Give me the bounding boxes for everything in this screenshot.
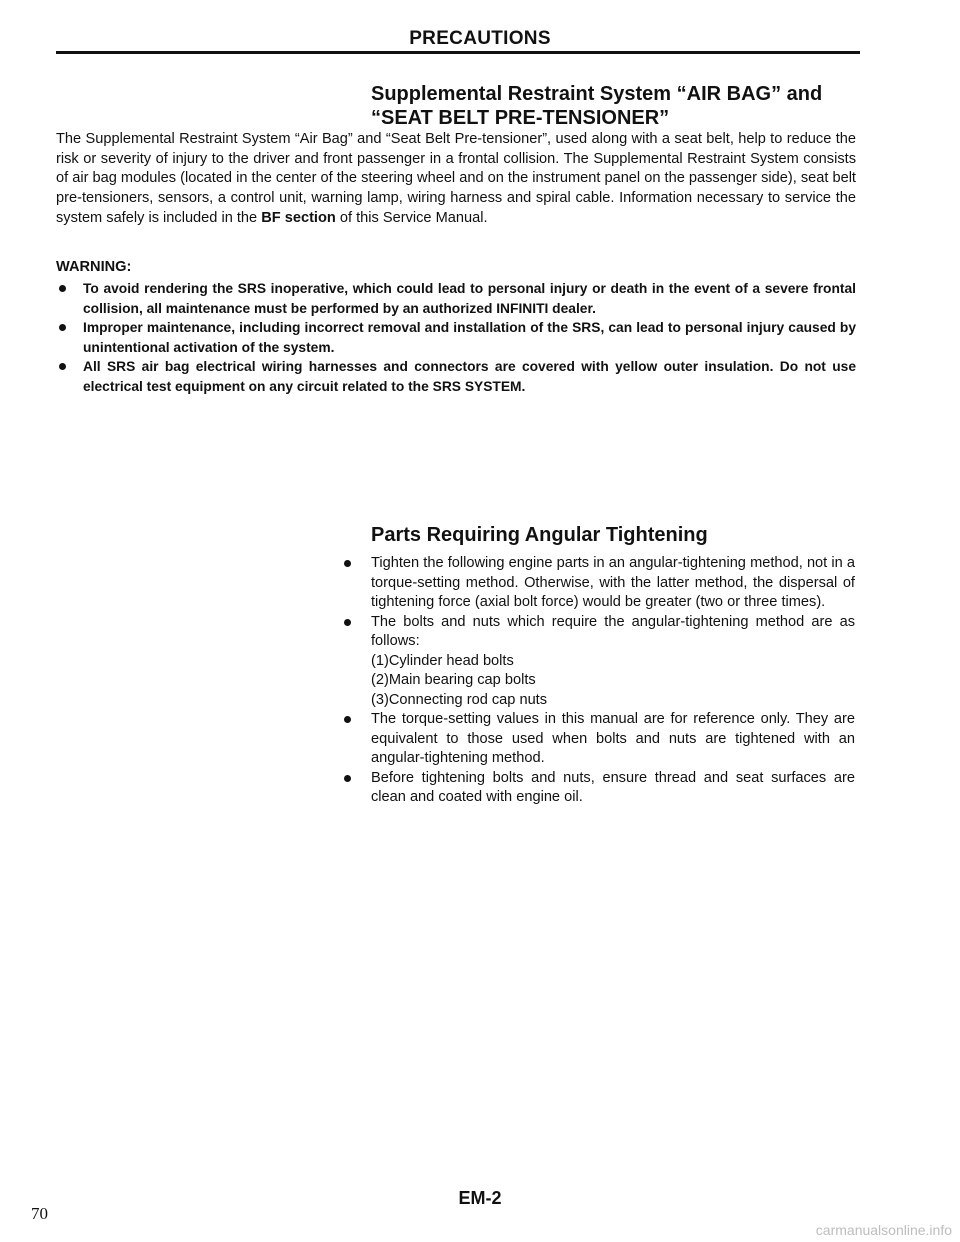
bullet-icon bbox=[59, 285, 66, 292]
parts-item bbox=[344, 710, 855, 769]
parts-item bbox=[344, 613, 855, 711]
page-header-title: PRECAUTIONS bbox=[409, 28, 551, 49]
warning-label: WARNING: bbox=[56, 259, 132, 275]
parts-item-text: The bolts and nuts which require the angular-tightening method are as follows: bbox=[371, 613, 855, 649]
srs-intro-paragraph bbox=[56, 130, 856, 229]
bullet-icon bbox=[59, 363, 66, 370]
parts-item-text: Before tightening bolts and nuts, ensure thread and seat surfaces are clean and coated with engine oil. bbox=[371, 769, 855, 805]
srs-heading-line-1: Supplemental Restraint System “AIR BAG” and bbox=[371, 83, 823, 105]
parts-item bbox=[344, 769, 855, 808]
warning-list bbox=[56, 279, 856, 397]
parts-subitem: (2)Main bearing cap bolts bbox=[371, 672, 536, 688]
watermark-text: carmanualsonline.info bbox=[815, 1222, 952, 1238]
parts-subitem: (3)Connecting rod cap nuts bbox=[371, 691, 548, 708]
warning-item bbox=[56, 318, 856, 357]
warning-item bbox=[56, 357, 856, 396]
bullet-icon bbox=[59, 324, 66, 331]
srs-heading-line-2: “SEAT BELT PRE-TENSIONER” bbox=[371, 107, 670, 129]
bullet-icon bbox=[344, 619, 351, 626]
parts-section-heading: Parts Requiring Angular Tightening bbox=[371, 524, 708, 546]
bullet-icon bbox=[344, 775, 351, 782]
warning-item bbox=[56, 279, 856, 318]
bullet-icon bbox=[344, 560, 351, 567]
warning-item-text: Improper maintenance, including incorrect removal and installation of the SRS, can lead to personal injury caused by unintentional activation of the system. bbox=[83, 320, 856, 355]
srs-intro-bold-section-ref: BF section bbox=[261, 209, 336, 226]
bullet-icon bbox=[344, 716, 351, 723]
parts-list bbox=[344, 554, 855, 808]
parts-item-text: Tighten the following engine parts in an angular-tightening method, not in a torque-setting method. Otherwise, with the latter method, the dispersal of tightening force (axial bolt force) would be greater (two or three times). bbox=[371, 555, 855, 610]
srs-section-heading bbox=[371, 82, 822, 130]
parts-item-text: The torque-setting values in this manual are for reference only. They are equivalent to those used when bolts and nuts are tightened with an angular-tightening method. bbox=[371, 711, 855, 766]
srs-intro-text-end: of this Service Manual. bbox=[335, 209, 488, 226]
page-number: 70 bbox=[31, 1204, 48, 1223]
parts-subitem: (1)Cylinder head bolts bbox=[371, 652, 514, 669]
srs-intro-text: The Supplemental Restraint System “Air Bag” and “Seat Belt Pre-tensioner”, used along with a seat belt, help to reduce the risk or severity of injury to the driver and front passenger in a frontal collision. The Supplemental Restraint System consists of air bag modules (located in the center of the steering wheel and on the instrument panel on the passenger side), seat belt pre-tensioners, sensors, a control unit, warning lamp, wiring harness and spiral cable. Information necessary to service the system safely is included in the bbox=[56, 131, 856, 226]
page-code: EM-2 bbox=[458, 1188, 502, 1208]
warning-item-text: To avoid rendering the SRS inoperative, which could lead to personal injury or death in the event of a severe frontal collision, all maintenance must be performed by an authorized INFINITI dealer. bbox=[83, 281, 856, 316]
header-rule bbox=[56, 51, 860, 54]
warning-item-text: All SRS air bag electrical wiring harnesses and connectors are covered with yellow outer insulation. Do not use electrical test equipment on any circuit related to the SRS SYSTEM. bbox=[83, 359, 856, 394]
parts-item bbox=[344, 554, 855, 613]
